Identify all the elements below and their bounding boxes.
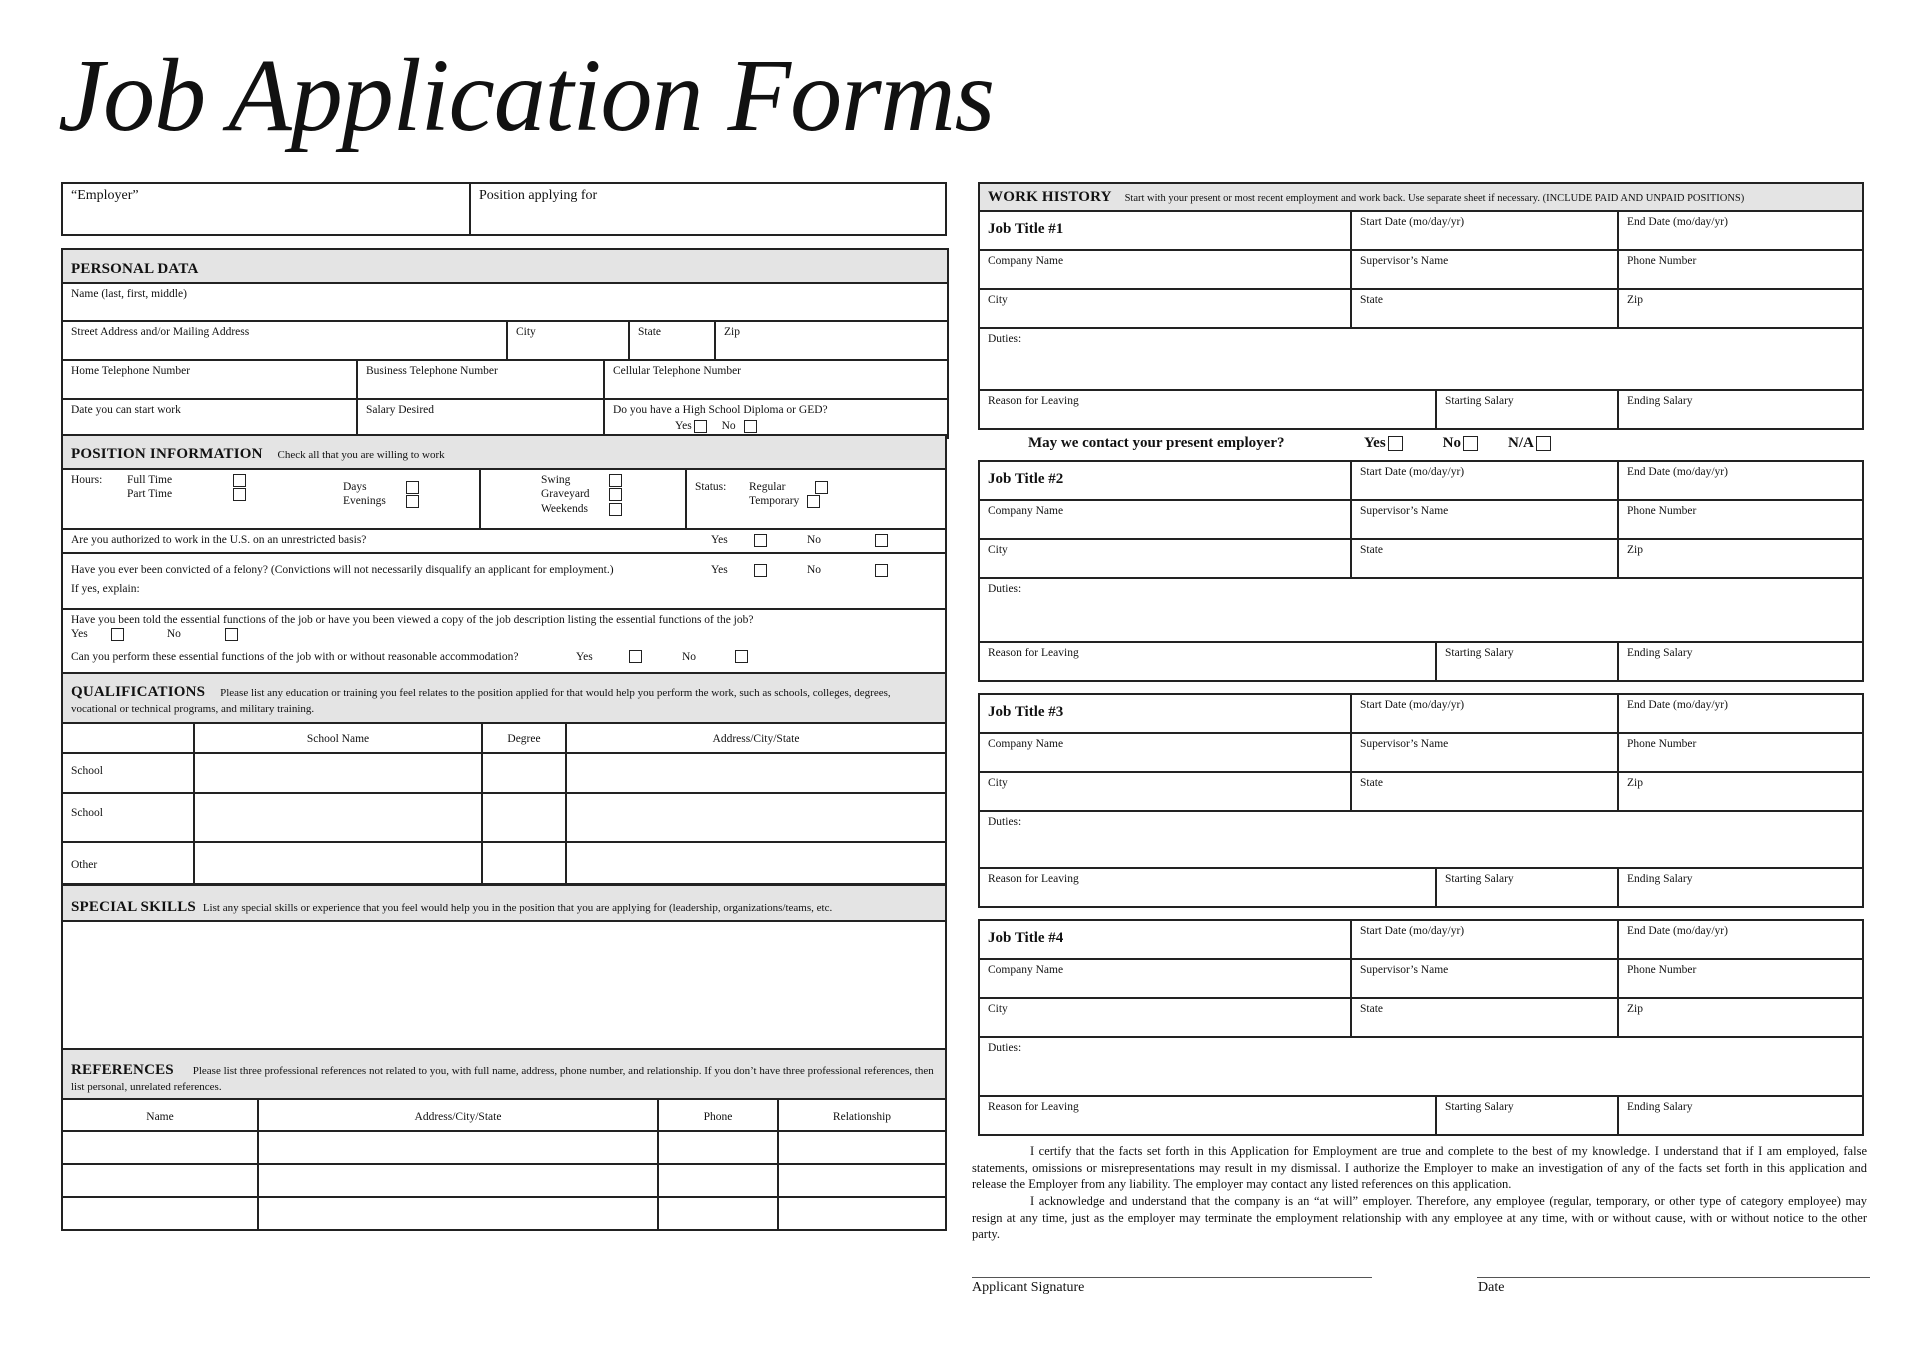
degree-input[interactable] (482, 793, 566, 842)
name-field[interactable]: Name (last, first, middle) (62, 283, 948, 321)
degree-header: Degree (482, 723, 566, 753)
essential-functions-question: Have you been told the essential functions of the job or have you been viewed a copy of the job description listing the essential functions of the job? Yes No Can you perform these essential functions of the job with or without reasonable accommodation? Yes No (62, 609, 946, 673)
ref-relationship-input[interactable] (778, 1164, 946, 1197)
start-date-field[interactable]: Start Date (mo/day/yr) (1351, 461, 1618, 500)
qualifications-table (61, 672, 947, 885)
authorized-question: Are you authorized to work in the U.S. on an unrestricted basis? Yes No (62, 529, 946, 553)
authorized-yes-checkbox[interactable] (754, 534, 767, 547)
address-input[interactable] (566, 753, 946, 793)
zip-field[interactable]: Zip (1618, 772, 1863, 811)
diploma-yes-checkbox[interactable] (694, 420, 707, 433)
qualification-row-label: School (62, 793, 194, 842)
felony-yes-checkbox[interactable] (754, 564, 767, 577)
graveyard-checkbox[interactable] (609, 488, 622, 501)
at-will-paragraph: I acknowledge and understand that the company is an “at will” employer. Therefore, any employee (regular, temporary, or other type of category employee) may resign at any time, just as the employer may terminate the employment relationship with any employee at any time, with or without cause, with or without notice to the other party. (972, 1193, 1867, 1242)
applicant-signature-label: Applicant Signature (972, 1280, 1085, 1295)
evenings-checkbox[interactable] (406, 495, 419, 508)
certification-paragraph: I certify that the facts set forth in this Application for Employment are true and complete to the best of my knowledge. I understand that if I am employed, false statements, omissions or misrepresentations may result in my dismissal. I authorize the Employer to make an investigation of any of the facts set forth in this application and release the Employer from any liability. The employer may contact any listed references on this application. (972, 1144, 1867, 1192)
ref-address-header: Address/City/State (258, 1099, 658, 1131)
zip-field[interactable]: Zip (1618, 289, 1863, 328)
special-skills-heading: SPECIAL SKILLS (71, 899, 196, 915)
reason-leaving-field[interactable]: Reason for Leaving (979, 642, 1436, 681)
job-title-1: Job Title #1 (988, 220, 1064, 237)
zip-field[interactable]: Zip (715, 321, 948, 360)
swing-checkbox[interactable] (609, 474, 622, 487)
reason-leaving-field[interactable]: Reason for Leaving (979, 868, 1436, 907)
ending-salary-field[interactable]: Ending Salary (1618, 390, 1863, 429)
zip-field[interactable]: Zip (1618, 539, 1863, 578)
diploma-no-checkbox[interactable] (744, 420, 757, 433)
city-field[interactable]: City (979, 539, 1351, 578)
position-applying-field[interactable]: Position applying for (470, 183, 946, 235)
ref-relationship-input[interactable] (778, 1197, 946, 1230)
authorized-no-checkbox[interactable] (875, 534, 888, 547)
special-skills-textarea[interactable] (62, 921, 946, 1049)
ref-name-input[interactable] (62, 1197, 258, 1230)
contact-no-checkbox[interactable] (1463, 436, 1478, 451)
school-name-input[interactable] (194, 793, 482, 842)
start-date-field[interactable]: Start Date (mo/day/yr) (1351, 211, 1618, 250)
days-checkbox[interactable] (406, 481, 419, 494)
told-no-checkbox[interactable] (225, 628, 238, 641)
phone-field[interactable]: Phone Number (1618, 959, 1863, 998)
company-name-field[interactable]: Company Name (979, 733, 1351, 772)
company-name-field[interactable]: Company Name (979, 959, 1351, 998)
ref-relationship-header: Relationship (778, 1099, 946, 1131)
qualifications-header: QUALIFICATIONS Please list any education or training you feel relates to the position applied for that would help you perform the work, such as schools, colleges, degrees, vocational or technical programs, and military training. (62, 673, 946, 723)
references-header: REFERENCES Please list three professional references not related to you, with full name, address, phone number, and relationship. If you don’t have three professional references, then list personal, unrelated references. (62, 1049, 946, 1099)
ref-phone-input[interactable] (658, 1164, 778, 1197)
position-info-table: POSITION INFORMATION Check all that you are willing to work Hours: Full Time Part Time Days Evenings Swing Graveyard Weekends Status: Regular Temporary Are you authorized to work in the U.S. on an unrestricted basis? Yes No Have you ever been convicted of a felony? (Convictions will not necessarily disqualify an applicant for employment.) Yes No If yes, explain: Have you been told the essential functions of the job or have you been viewed a copy of the job description listing the essential functions of the job? Yes No Can you perform these essential functions of the job with or without reasonable accommodation? Yes No (61, 434, 947, 674)
cell-phone-field[interactable]: Cellular Telephone Number (604, 360, 948, 399)
address-header: Address/City/State (566, 723, 946, 753)
ref-name-input[interactable] (62, 1164, 258, 1197)
end-date-field[interactable]: End Date (mo/day/yr) (1618, 920, 1863, 959)
salary-desired-field[interactable]: Salary Desired (357, 399, 604, 438)
ref-address-input[interactable] (258, 1131, 658, 1164)
personal-data-table (61, 248, 949, 439)
address-input[interactable] (566, 793, 946, 842)
phone-field[interactable]: Phone Number (1618, 733, 1863, 772)
diploma-question: Do you have a High School Diploma or GED? Yes No (604, 399, 948, 438)
ref-phone-header: Phone (658, 1099, 778, 1131)
ref-phone-input[interactable] (658, 1131, 778, 1164)
applicant-signature-line[interactable] (972, 1277, 1372, 1278)
company-name-field[interactable]: Company Name (979, 250, 1351, 289)
school-name-input[interactable] (194, 842, 482, 884)
company-name-field[interactable]: Company Name (979, 500, 1351, 539)
part-time-checkbox[interactable] (233, 488, 246, 501)
felony-no-checkbox[interactable] (875, 564, 888, 577)
home-phone-field[interactable]: Home Telephone Number (62, 360, 357, 399)
ref-phone-input[interactable] (658, 1197, 778, 1230)
date-signature-line[interactable] (1477, 1277, 1870, 1278)
city-field[interactable]: City (979, 772, 1351, 811)
references-table (61, 1048, 947, 1231)
job-title-2: Job Title #2 (988, 471, 1064, 487)
end-date-field[interactable]: End Date (mo/day/yr) (1618, 461, 1863, 500)
job-title-3: Job Title #3 (988, 704, 1064, 720)
state-field[interactable]: State (629, 321, 715, 360)
regular-checkbox[interactable] (815, 481, 828, 494)
city-field[interactable]: City (979, 289, 1351, 328)
degree-input[interactable] (482, 753, 566, 793)
start-date-field[interactable]: Date you can start work (62, 399, 357, 438)
full-time-checkbox[interactable] (233, 474, 246, 487)
supervisor-field[interactable]: Supervisor’s Name (1351, 500, 1618, 539)
perform-no-checkbox[interactable] (735, 650, 748, 663)
end-date-field[interactable]: End Date (mo/day/yr) (1618, 211, 1863, 250)
work-history-job-3 (978, 693, 1864, 908)
contact-yes-checkbox[interactable] (1388, 436, 1403, 451)
start-date-field[interactable]: Start Date (mo/day/yr) (1351, 920, 1618, 959)
qualifications-heading: QUALIFICATIONS (71, 684, 206, 700)
city-field[interactable]: City (507, 321, 629, 360)
position-info-heading: POSITION INFORMATION (71, 446, 263, 462)
ending-salary-field[interactable]: Ending Salary (1618, 1096, 1863, 1135)
starting-salary-field[interactable]: Starting Salary (1436, 642, 1618, 681)
felony-explain-field[interactable]: If yes, explain: (71, 583, 140, 596)
felony-question: Have you ever been convicted of a felony? (Convictions will not necessarily disqualify an applicant for employment.) Yes No If yes, explain: (62, 553, 946, 609)
ref-name-input[interactable] (62, 1131, 258, 1164)
date-label: Date (1478, 1280, 1505, 1295)
page-title: Job Application Forms (58, 38, 995, 153)
ending-salary-field[interactable]: Ending Salary (1618, 642, 1863, 681)
personal-data-heading: PERSONAL DATA (71, 261, 199, 277)
school-name-header: School Name (194, 723, 482, 753)
business-phone-field[interactable]: Business Telephone Number (357, 360, 604, 399)
supervisor-field[interactable]: Supervisor’s Name (1351, 959, 1618, 998)
ending-salary-field[interactable]: Ending Salary (1618, 868, 1863, 907)
starting-salary-field[interactable]: Starting Salary (1436, 868, 1618, 907)
address-input[interactable] (566, 842, 946, 884)
duties-field[interactable]: Duties: (979, 328, 1863, 390)
street-address-field[interactable]: Street Address and/or Mailing Address (62, 321, 507, 360)
zip-field[interactable]: Zip (1618, 998, 1863, 1037)
starting-salary-field[interactable]: Starting Salary (1436, 390, 1618, 429)
end-date-field[interactable]: End Date (mo/day/yr) (1618, 694, 1863, 733)
told-yes-checkbox[interactable] (111, 628, 124, 641)
temporary-checkbox[interactable] (807, 495, 820, 508)
perform-yes-checkbox[interactable] (629, 650, 642, 663)
starting-salary-field[interactable]: Starting Salary (1436, 1096, 1618, 1135)
city-field[interactable]: City (979, 998, 1351, 1037)
contact-na-checkbox[interactable] (1536, 436, 1551, 451)
work-history-job-1: WORK HISTORY Start with your present or most recent employment and work back. Use separate sheet if necessary. (INCLUDE PAID AND UNPAID POSITIONS) Job Title #1 Start Date (mo/day/yr) End Date (mo/day/yr) Company Name Supervisor’s Name Phone Number City State Zip Duties: Reason for Leaving Starting Salary Ending Salary (978, 182, 1864, 430)
shift-group: Swing Graveyard Weekends (480, 469, 686, 529)
ref-address-input[interactable] (258, 1164, 658, 1197)
supervisor-field[interactable]: Supervisor’s Name (1351, 733, 1618, 772)
employer-position-table (61, 182, 947, 236)
start-date-field[interactable]: Start Date (mo/day/yr) (1351, 694, 1618, 733)
reason-leaving-field[interactable]: Reason for Leaving (979, 390, 1436, 429)
contact-employer-question: May we contact your present employer? Yes No N/A (1028, 435, 1551, 452)
school-name-input[interactable] (194, 753, 482, 793)
status-group: Status: Regular Temporary (686, 469, 946, 529)
work-history-job-4 (978, 919, 1864, 1136)
duties-field[interactable]: Duties: (979, 811, 1863, 868)
work-history-heading: WORK HISTORY (988, 189, 1112, 205)
certification-statement (972, 1143, 1867, 1243)
ref-name-header: Name (62, 1099, 258, 1131)
references-heading: REFERENCES (71, 1062, 174, 1078)
phone-field[interactable]: Phone Number (1618, 500, 1863, 539)
state-field[interactable]: State (1351, 772, 1618, 811)
job-title-4: Job Title #4 (988, 930, 1064, 946)
reason-leaving-field[interactable]: Reason for Leaving (979, 1096, 1436, 1135)
ref-relationship-input[interactable] (778, 1131, 946, 1164)
state-field[interactable]: State (1351, 289, 1618, 328)
special-skills-table: SPECIAL SKILLS List any special skills or experience that you feel would help you in the position that you are applying for (leadership, organizations/teams, etc. (61, 884, 947, 1050)
qualification-row-label: School (62, 753, 194, 793)
days-group: Days Evenings (295, 469, 480, 529)
duties-field[interactable]: Duties: (979, 578, 1863, 642)
supervisor-field[interactable]: Supervisor’s Name (1351, 250, 1618, 289)
state-field[interactable]: State (1351, 539, 1618, 578)
qualification-row-label: Other (62, 842, 194, 884)
ref-address-input[interactable] (258, 1197, 658, 1230)
state-field[interactable]: State (1351, 998, 1618, 1037)
degree-input[interactable] (482, 842, 566, 884)
hours-group: Hours: Full Time Part Time (62, 469, 295, 529)
work-history-job-2 (978, 460, 1864, 682)
weekends-checkbox[interactable] (609, 503, 622, 516)
employer-field[interactable]: “Employer” (62, 183, 470, 235)
duties-field[interactable]: Duties: (979, 1037, 1863, 1096)
phone-field[interactable]: Phone Number (1618, 250, 1863, 289)
